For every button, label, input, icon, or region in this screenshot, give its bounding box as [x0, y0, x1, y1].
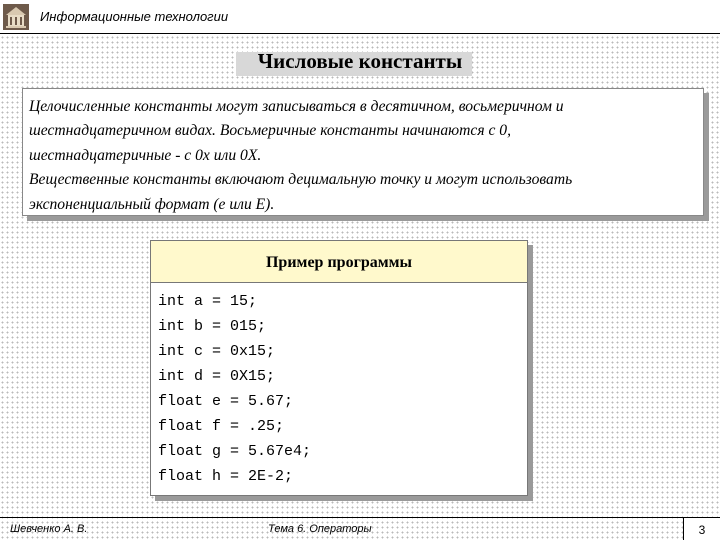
building-icon [2, 3, 30, 31]
text-line: Целочисленные константы могут записываться в десятичном, восьмеричном и [29, 98, 564, 115]
text-line: экспоненциальный формат (e или E). [29, 195, 275, 213]
slide-header [0, 0, 720, 34]
footer-divider [0, 517, 683, 518]
footer-author: Шевченко А. В. [10, 523, 88, 535]
text-line: шестнадцатеричные - с 0x или 0X. [29, 146, 262, 164]
code-line: float f = .25; [158, 418, 285, 435]
code-line: float g = 5.67e4; [158, 443, 312, 460]
code-block [151, 283, 527, 489]
code-line: int d = 0X15; [158, 368, 276, 385]
code-line: float h = 2E-2; [158, 468, 294, 485]
code-line: int c = 0x15; [158, 343, 276, 360]
description-textbox [22, 88, 704, 216]
program-example-title: Пример программы [151, 241, 527, 283]
page-number: 3 [683, 517, 720, 540]
program-example-box [150, 240, 528, 496]
code-line: int a = 15; [158, 293, 258, 310]
slide-title-text: Числовые константы [257, 49, 463, 73]
text-line: Вещественные константы включают децимальную точку и могут использовать [29, 171, 573, 189]
code-line: float e = 5.67; [158, 393, 294, 410]
code-line: int b = 015; [158, 318, 267, 335]
slide-title [0, 49, 720, 74]
header-title: Информационные технологии [40, 9, 229, 24]
text-line: шестнадцатеричном видах. Восьмеричные константы начинаются с 0, [29, 122, 512, 140]
footer-topic: Тема 6. Операторы [268, 523, 372, 535]
